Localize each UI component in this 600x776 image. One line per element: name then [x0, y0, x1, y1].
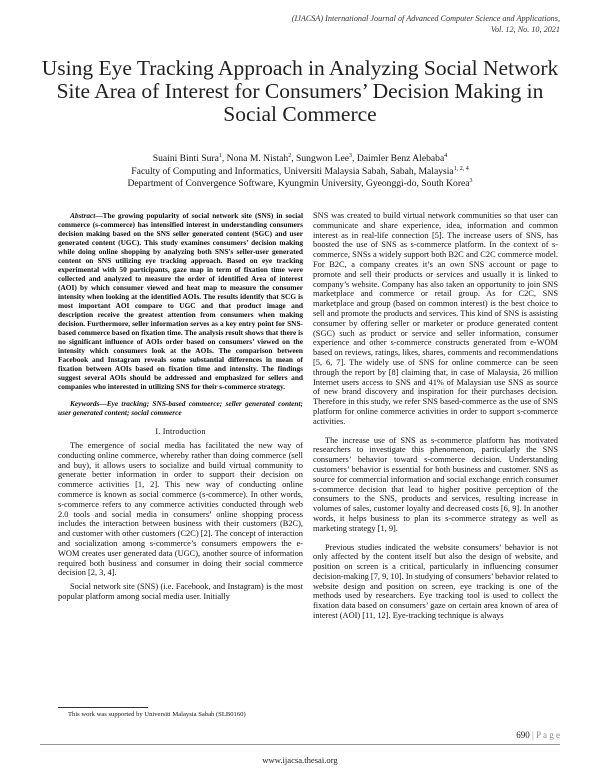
- journal-name: (IJACSA) International Journal of Advanced Computer Science and Applications,: [291, 14, 560, 23]
- body-paragraph: Social network site (SNS) (i.e. Facebook, and Instagram) is the most popular platform among social media user. Initially: [58, 582, 303, 601]
- abstract-text: —The growing popularity of social network site (SNS) in social commerce (s-commerce) has intensified interest in understanding consumers decision making based on the SNS seller generated content (SGC) and user generated content (UGC). This study examines consumers’ decision making while doing online shopping by analyzing both SNS's seller-user generated content on SNS utilizing eye tracking approach. Based on eye tracking experimental with 50 participants, gaze map in term of fixation time were collected and analyzed to measure the order of identified Area of interest (AOI) by which consumer viewed and heat map to measure the consumer intensity when looking at the identified AOIs. The results identify that SCG is most important AOI compare to UGC and that product image and description receive the greatest attention from consumers when making decision. Furthermore, seller information serves as a key entry point for SNS-based commerce based on fixation time. The analysis result shows that there is no significant influence of AOIs order based on consumers’ viewed on the intensity which consumers look at the AOIs. The comparison between Facebook and Instagram reveals some substantial differences in mean of fixation between AOIs based on fixation time and intensity. The findings suggest several AOIs should be addressed and emphasized for sellers and companies who interested in utilizing SNS for their s-commerce strategy.: [58, 211, 303, 391]
- author-affiliation-marker: 2: [288, 152, 292, 159]
- page-number: [516, 730, 560, 740]
- abstract: [58, 211, 303, 391]
- author-separator: ,: [352, 153, 357, 164]
- body-paragraph: Previous studies indicated the website consumers’ behavior is not only affected by the content itself but also the design of website, and position on screen is a critical, particularly in influencing consumer decision-making [7, 9, 10]. In studying of consumers’ behavior related to website design and position on screen, eye tracking is one of the methods used by researchers. Eye tracking tool is used to collect the fixation data based on consumers’ gaze on certain area known of area of interest (AOI) [11, 12]. Eye-tracking technique is always: [313, 542, 558, 621]
- author-name: Sungwon Lee: [296, 153, 350, 164]
- affiliation-marker: 1, 2, 4: [453, 165, 469, 172]
- author-affiliation-marker: 4: [444, 152, 448, 159]
- journal-website: www.ijacsa.thesai.org: [262, 755, 338, 765]
- right-column: [313, 211, 558, 630]
- left-column: [58, 211, 303, 606]
- section-heading-introduction: I. Introduction: [155, 427, 206, 436]
- affiliation-1: [40, 166, 560, 179]
- journal-header: [230, 14, 560, 35]
- page-label: | P a g e: [532, 730, 560, 740]
- affiliation-text: Faculty of Computing and Informatics, Universiti Malaysia Sabah, Sabah, Malaysia: [131, 165, 454, 177]
- body-paragraph: The increase use of SNS as s-commerce platform has motivated researchers to investigate this phenomenon, particularly the SNS consumers’ behavior toward s-commerce decision. Understanding customers’ behavior is essential for both business and customer. SNS as source for commercial information and social exchange enrich consumer s-commerce decision that lead to higher positive perception of the consumers to the SNS, products and services, resulting increase in volumes of sales, customer loyalty and decreased costs [6, 9]. In another words, it helps business to plan its s-commerce strategy as well as marketing strategy [1, 9].: [313, 435, 558, 533]
- funding-footnote: This work was supported by Universiti Malaysia Sabah (SLB0160): [68, 711, 246, 718]
- body-paragraph: The emergence of social media has facilitated the new way of conducting online commerce, whereby rather than doing commerce (sell and buy), it allows users to socialize and build virtual community to generate better information in order to support their decision on commerce activities [1, 2]. This new way of conducting online commerce is known as social commerce (s-commerce). In other words, s-commerce refers to any commerce activities conducted through web 2.0 tools and social media in consumers’ online shopping process includes the interaction between business with their customers (B2C), and customer with other customers (C2C) [2]. The concept of interaction and socialization among s-commerce’s consumers empowers the e-WOM creates user generated data (UGC), another source of information required both business and consumer in doing their social commerce decision [2, 3, 4].: [58, 441, 303, 578]
- affiliation-2: [40, 178, 560, 191]
- author-separator: ,: [291, 153, 297, 164]
- author-block: [40, 153, 560, 191]
- affiliation-text: Department of Convergence Software, Kyungmin University, Gyeonggi-do, South Korea: [127, 178, 470, 189]
- footnote-divider: [58, 707, 148, 708]
- author-name: Nona M. Nistah: [226, 153, 289, 164]
- footer-divider: [40, 744, 560, 745]
- journal-volume: Vol. 12, No. 10, 2021: [490, 24, 560, 34]
- author-affiliation-marker: 3: [349, 152, 353, 159]
- author-affiliation-marker: 1: [218, 152, 222, 159]
- paper-title: Using Eye Tracking Approach in Analyzing Social Network Site Area of Interest for Consumers’ Decision Making in Social Commerce: [41, 56, 559, 126]
- abstract-lead: Abstract: [70, 211, 96, 220]
- author-list: [40, 153, 560, 166]
- page-number-value: 690: [516, 730, 530, 740]
- author-name: Daimler Benz Alebaba: [356, 153, 445, 164]
- affiliation-marker: 3: [469, 177, 473, 184]
- keywords: Keywords—Eye tracking; SNS-based commerce; seller generated content; user generated content; social commerce: [58, 399, 303, 417]
- author-separator: ,: [221, 153, 227, 164]
- author-name: Suaini Binti Sura: [152, 153, 219, 164]
- body-paragraph: SNS was created to build virtual network communities so that user can communicate and share experience, idea, information and common interest as in real-life connection [5]. The increase users of SNS, has boosted the use of SNS as s-commerce platform. In the context of s-commerce, SNSs a widely support both B2C and C2C commerce model. For B2C, a company creates it’s an own SNS account or page to promote and sell their products or services and usually it is linked to company’s website. Company has also taken an opportunity to join SNS marketplace and commerce or retail group. As for C2C, SNS marketplace and group (based on common interest) is the best choice to sell and promote the products and services. This kind of SNS is assisting consumer by offering seller or marketer or produce generated content (SGC) such as product or service and seller information, consumer experience and other s-commerce constructs generated from e-WOM based on reviews, ratings, likes, shares, comments and recommendations [5, 6, 7]. The widely use of SNS for online commerce can be seen through the report by [8] claiming that, in case of Malaysia, 26 million Internet users access to SNS and 41% of Malaysian use SNS as source of new brand discovery and inspiration for their purchases decision. Therefore in this study, we refer SNS based-commerce as the use of SNS platform for online commerce activities in order to support s-commerce activities.: [313, 211, 558, 426]
